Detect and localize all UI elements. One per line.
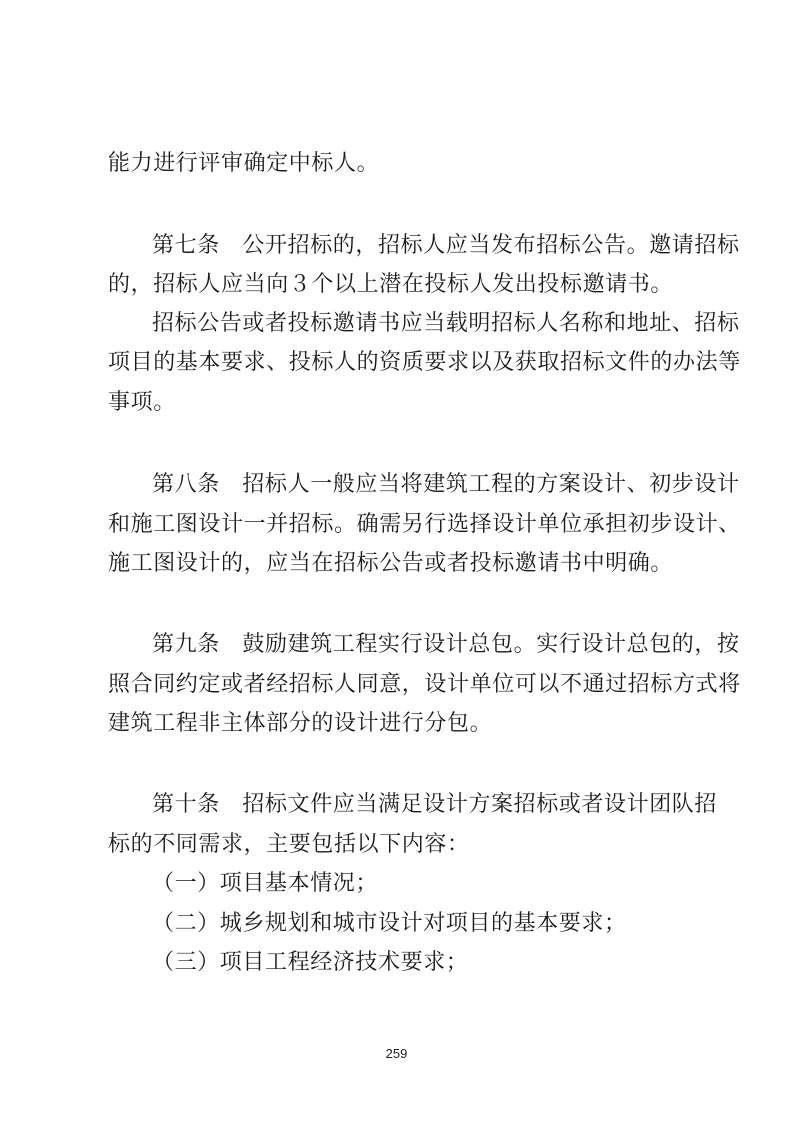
paragraph-line: 项目的基本要求、投标人的资质要求以及获取招标文件的办法等: [108, 350, 741, 375]
article-10-heading-line: 第十条 招标文件应当满足设计方案招标或者设计团队招: [152, 792, 718, 817]
paragraph-line: 施工图设计的，应当在招标公告或者投标邀请书中明确。: [108, 551, 674, 576]
paragraph-line: 照合同约定或者经招标人同意，设计单位可以不通过招标方式将: [108, 672, 741, 697]
paragraph-line: 能力进行评审确定中标人。: [108, 151, 380, 176]
list-item: （二）城乡规划和城市设计对项目的基本要求；: [152, 911, 627, 936]
paragraph-line: 事项。: [108, 390, 176, 415]
article-9-heading-line: 第九条 鼓励建筑工程实行设计总包。实行设计总包的，按: [152, 632, 740, 657]
paragraph-line: 的，招标人应当向３个以上潜在投标人发出投标邀请书。: [108, 272, 674, 297]
paragraph-line: 标的不同需求，主要包括以下内容：: [108, 832, 470, 857]
article-7-heading-line: 第七条 公开招标的，招标人应当发布招标公告。邀请招标: [152, 233, 740, 258]
paragraph-line: 建筑工程非主体部分的设计进行分包。: [108, 711, 493, 736]
list-item: （三）项目工程经济技术要求；: [152, 950, 469, 975]
page-number: 259: [385, 1046, 408, 1061]
article-8-heading-line: 第八条 招标人一般应当将建筑工程的方案设计、初步设计: [152, 472, 740, 497]
paragraph-line: 招标公告或者投标邀请书应当载明招标人名称和地址、招标: [152, 311, 740, 336]
paragraph-line: 和施工图设计一并招标。确需另行选择设计单位承担初步设计、: [108, 512, 741, 537]
list-item: （一）项目基本情况；: [152, 871, 379, 896]
